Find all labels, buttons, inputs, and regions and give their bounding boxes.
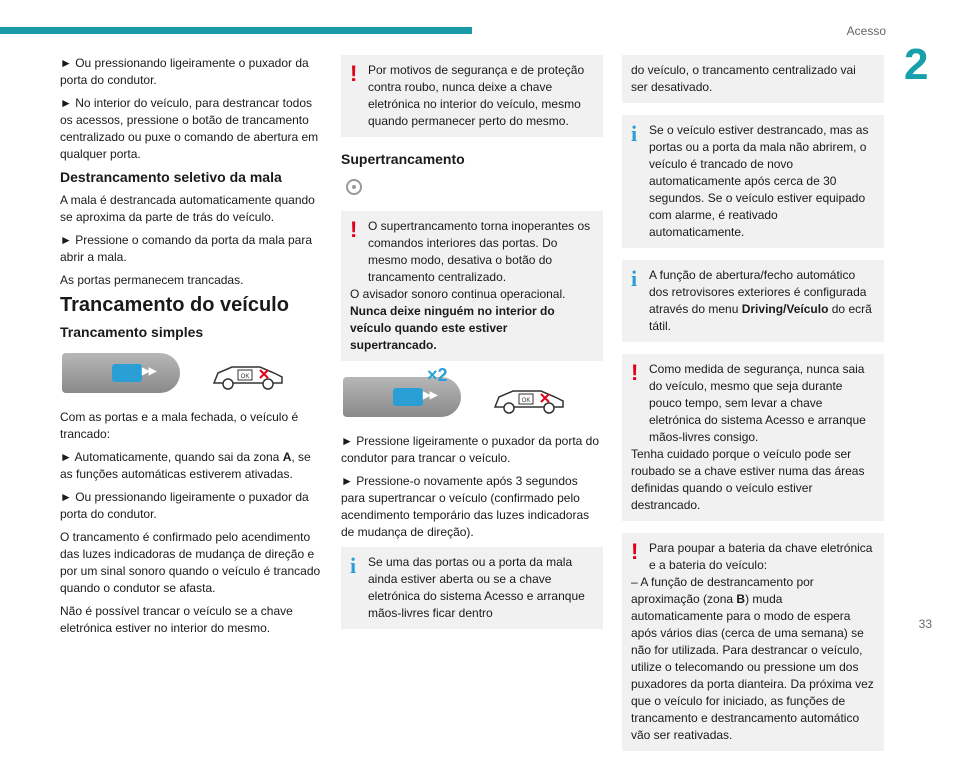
info-icon: i bbox=[631, 121, 638, 146]
info-box: i Se uma das portas ou a porta da mala ainda estiver aberta ou se a chave eletrónica do sistema Acesso e arranque mãos-livres ficar dentro bbox=[341, 547, 603, 629]
heading-simple-locking: Trancamento simples bbox=[60, 324, 204, 340]
page-number: 33 bbox=[918, 617, 932, 631]
info-icon: i bbox=[631, 266, 638, 291]
ok-label: OK bbox=[521, 398, 531, 404]
ok-label: OK bbox=[240, 374, 250, 380]
warning-box: ! Por motivos de segurança e de proteção contra roubo, nunca deixe a chave eletrónica no interior do veículo, mesmo quando permanecer perto do mesmo. bbox=[341, 55, 603, 137]
warning-box-continued: do veículo, o trancamento centralizado vai ser desativado. bbox=[622, 55, 884, 103]
press-arrows-icon: ▶▶ bbox=[142, 366, 156, 377]
chapter-number: 2 bbox=[904, 40, 929, 89]
car-locked-icon bbox=[491, 385, 567, 415]
info-box: i A função de abertura/fecho automático dos retrovisores exteriores é configurada através do menu Driving/Veículo do ecrã tátil. bbox=[622, 260, 884, 342]
paragraph: ► Ou pressionando ligeiramente o puxador da porta do condutor. bbox=[60, 56, 309, 87]
paragraph: ► Pressione-o novamente após 3 segundos para supertrancar o veículo (confirmado pelo acendimento temporário das luzes indicadoras de mudança de direção). bbox=[341, 474, 590, 539]
paragraph: ► Pressione o comando da porta da mala para abrir a mala. bbox=[60, 233, 313, 264]
paragraph: Não é possível trancar o veículo se a chave eletrónica estiver no interior do mesmo. bbox=[60, 604, 293, 635]
paragraph: ► Automaticamente, quando sai da zona A, se as funções automáticas estiverem ativadas. bbox=[60, 450, 311, 481]
heading-deadlocking: Supertrancamento bbox=[341, 151, 465, 167]
hand-icon bbox=[393, 388, 423, 406]
warning-box: ! Como medida de segurança, nunca saia do veículo, mesmo que seja durante pouco tempo, sem levar a chave eletrónica do sistema Acesso e arranque mãos-livres consigo. Tenha cuidado porque o veículo pode ser roubado se a chave estiver numa das áreas definidas quando o veículo estiver destrancado. bbox=[622, 354, 884, 521]
heading-selective-unlock: Destrancamento seletivo da mala bbox=[60, 169, 282, 185]
header-accent-bar bbox=[0, 27, 472, 34]
warning-box: ! O supertrancamento torna inoperantes os comandos interiores das portas. Do mesmo modo, desativa o botão do trancamento centralizado. O avisador sonoro continua operacional. Nunca deixe ninguém no interior do veículo quando este estiver supertrancado. bbox=[341, 211, 603, 361]
paragraph: A mala é destrancada automaticamente quando se aproxima da parte de trás do veículo. bbox=[60, 193, 315, 224]
section-title: Acesso bbox=[846, 24, 886, 38]
paragraph: As portas permanecem trancadas. bbox=[60, 273, 244, 287]
press-twice-label: ×2 bbox=[427, 365, 448, 385]
warning-box: ! Para poupar a bateria da chave eletrónica e a bateria do veículo: – A função de destrancamento por aproximação (zona B) muda automaticamente para o modo de espera após vários dias (cerca de uma semana) se não for utilizada. Para destrancar o veículo, utilize o telecomando ou pressione um dos puxadores da porta dianteira. Da próxima vez que o veículo for iniciado, as funções de trancamento e destrancamento automático vão ser reativadas. bbox=[622, 533, 884, 751]
door-handle-illustration bbox=[60, 349, 322, 399]
door-handle-illustration bbox=[341, 365, 603, 423]
warning-icon: ! bbox=[631, 360, 639, 385]
steering-wheel-icon bbox=[341, 178, 367, 196]
column-1 bbox=[60, 55, 322, 643]
hand-icon bbox=[112, 364, 142, 382]
heading-locking: Trancamento do veículo bbox=[60, 294, 289, 316]
paragraph: ► Ou pressionando ligeiramente o puxador da porta do condutor. bbox=[60, 490, 309, 521]
warning-icon: ! bbox=[350, 217, 358, 242]
car-locked-icon bbox=[210, 361, 286, 391]
info-box: i Se o veículo estiver destrancado, mas as portas ou a porta da mala não abrirem, o veículo é trancado de novo automaticamente após cerca de 30 segundos. Se o veículo estiver equipado com alarme, é reativado automaticamente. bbox=[622, 115, 884, 248]
paragraph: ► Pressione ligeiramente o puxador da porta do condutor para trancar o veículo. bbox=[341, 434, 600, 465]
warning-icon: ! bbox=[631, 539, 639, 564]
press-arrows-icon: ▶▶ bbox=[423, 390, 437, 401]
paragraph: ► No interior do veículo, para destrancar todos os acessos, pressione o botão de trancamento centralizado ou puxe o comando de abertura em qualquer porta. bbox=[60, 96, 319, 161]
column-3 bbox=[622, 55, 884, 763]
paragraph: Com as portas e a mala fechada, o veículo é trancado: bbox=[60, 410, 299, 441]
warning-icon: ! bbox=[350, 61, 358, 86]
info-icon: i bbox=[350, 553, 357, 578]
column-2 bbox=[341, 55, 603, 641]
paragraph: O trancamento é confirmado pelo acendimento das luzes indicadoras de mudança de direção e por um sinal sonoro quando o veículo é trancado quando o condutor se afasta. bbox=[60, 530, 321, 595]
